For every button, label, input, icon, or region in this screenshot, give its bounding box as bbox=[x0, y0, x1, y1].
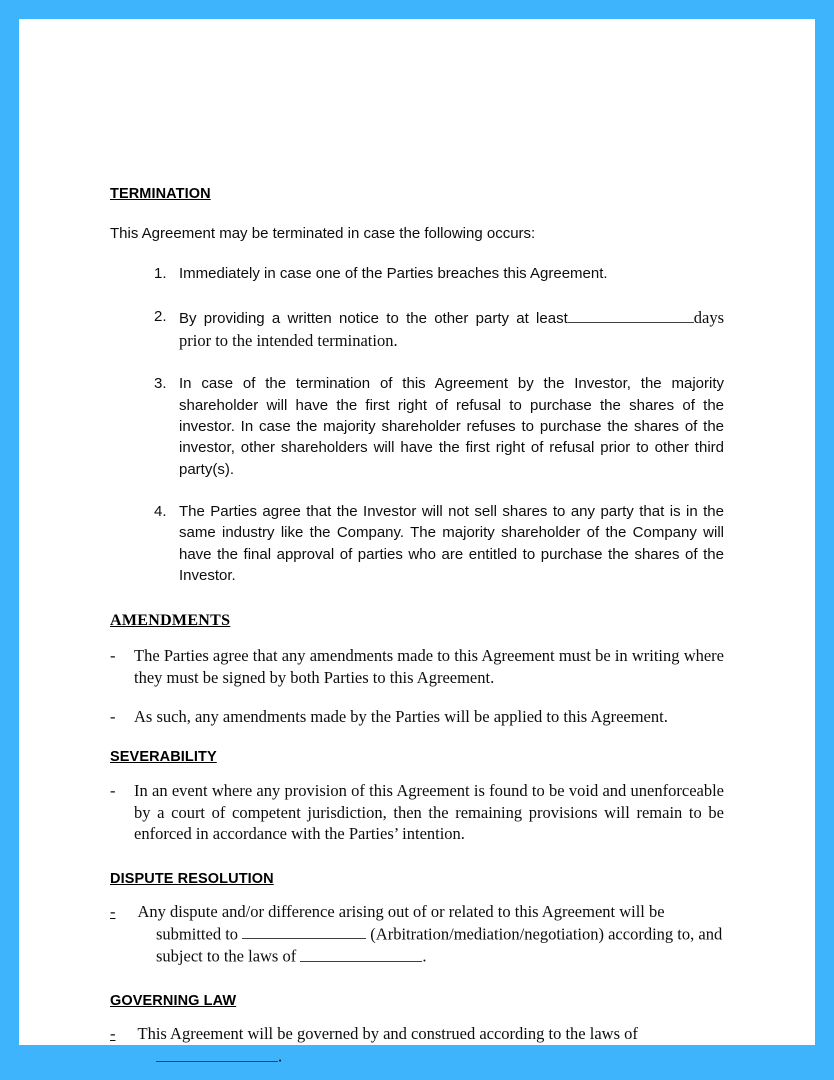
list-item-text: The Parties agree that any amendments made to this Agreement must be in writing where they must be signed by both Parties to this Agreement. bbox=[134, 646, 724, 687]
list-marker: - bbox=[110, 706, 116, 726]
list-item bbox=[110, 645, 724, 688]
document-body bbox=[110, 186, 724, 1068]
governing-text-part1: This Agreement will be governed by and construed according to the laws of bbox=[137, 1024, 638, 1044]
list-marker: - bbox=[110, 901, 116, 921]
list-marker: 2. bbox=[154, 307, 167, 325]
list-item-text: Immediately in case one of the Parties breaches this Agreement. bbox=[179, 265, 608, 283]
termination-list bbox=[110, 263, 724, 586]
governing-text-part2: . bbox=[278, 1046, 283, 1066]
heading-amendments: AMENDMENTS bbox=[110, 612, 231, 630]
list-item bbox=[110, 263, 724, 284]
section-amendments bbox=[110, 612, 724, 727]
section-termination bbox=[110, 186, 724, 586]
list-item-text: In case of the termination of this Agreement by the Investor, the majority shareholder will have the first right of refusal to purchase the shares of the investor. In case the majority shareholder refuses to purchase the shares of the investor, other shareholders will have the first right of refusal prior to other third party(s). bbox=[179, 375, 724, 478]
list-item bbox=[110, 706, 724, 727]
heading-severability: SEVERABILITY bbox=[110, 749, 217, 766]
section-dispute-resolution bbox=[110, 871, 724, 968]
list-item bbox=[110, 306, 724, 353]
list-item-text: As such, any amendments made by the Parties will be applied to this Agreement. bbox=[134, 706, 668, 726]
list-marker: 4. bbox=[154, 502, 167, 520]
fill-in-blank-dispute-jurisdiction[interactable] bbox=[300, 945, 422, 962]
section-governing-law bbox=[110, 993, 724, 1067]
list-item bbox=[110, 373, 724, 479]
heading-dispute-resolution: DISPUTE RESOLUTION bbox=[110, 870, 274, 887]
list-marker: - bbox=[110, 646, 116, 666]
dispute-text-part3: . bbox=[422, 946, 427, 966]
termination-intro: This Agreement may be terminated in case the following occurs: bbox=[110, 225, 536, 242]
list-item bbox=[110, 501, 724, 586]
fill-in-blank-governing-jurisdiction[interactable] bbox=[156, 1045, 278, 1062]
heading-termination: TERMINATION bbox=[110, 186, 211, 202]
list-item-text-before: By providing a written notice to the other party at least bbox=[179, 309, 568, 327]
list-item-text-after: days prior to the intended termination. bbox=[179, 307, 724, 351]
fill-in-blank-notice-days[interactable] bbox=[568, 307, 694, 322]
dispute-text-part1: Any dispute and/or difference arising out of or related to this Agreement will be submitted to bbox=[137, 901, 665, 944]
list-item bbox=[110, 780, 724, 844]
severability-list bbox=[110, 780, 724, 844]
list-marker: - bbox=[110, 781, 116, 801]
amendments-list bbox=[110, 645, 724, 727]
list-item-text: In an event where any provision of this Agreement is found to be void and unenforceable by a court of competent jurisdiction, then the remaining provisions will remain to be enforced in accordance with the Parties’ intention. bbox=[134, 781, 724, 844]
list-marker: 3. bbox=[154, 375, 167, 393]
list-marker: - bbox=[110, 1024, 116, 1044]
section-severability bbox=[110, 749, 724, 844]
dispute-resolution-text bbox=[110, 901, 724, 968]
dispute-text-part2: (Arbitration/mediation/negotiation) according to, and subject to the laws of bbox=[156, 924, 723, 966]
heading-governing-law: GOVERNING LAW bbox=[110, 993, 237, 1010]
fill-in-blank-dispute-method[interactable] bbox=[242, 923, 366, 940]
list-item-text bbox=[179, 306, 724, 353]
governing-law-text bbox=[110, 1023, 724, 1067]
document-page bbox=[19, 19, 815, 1066]
list-item-text: The Parties agree that the Investor will not sell shares to any party that is in the same industry like the Company. The majority shareholder of the Company will have the final approval of parties who are entitled to purchase the shares of the Investor. bbox=[179, 502, 724, 584]
list-marker: 1. bbox=[154, 265, 167, 283]
